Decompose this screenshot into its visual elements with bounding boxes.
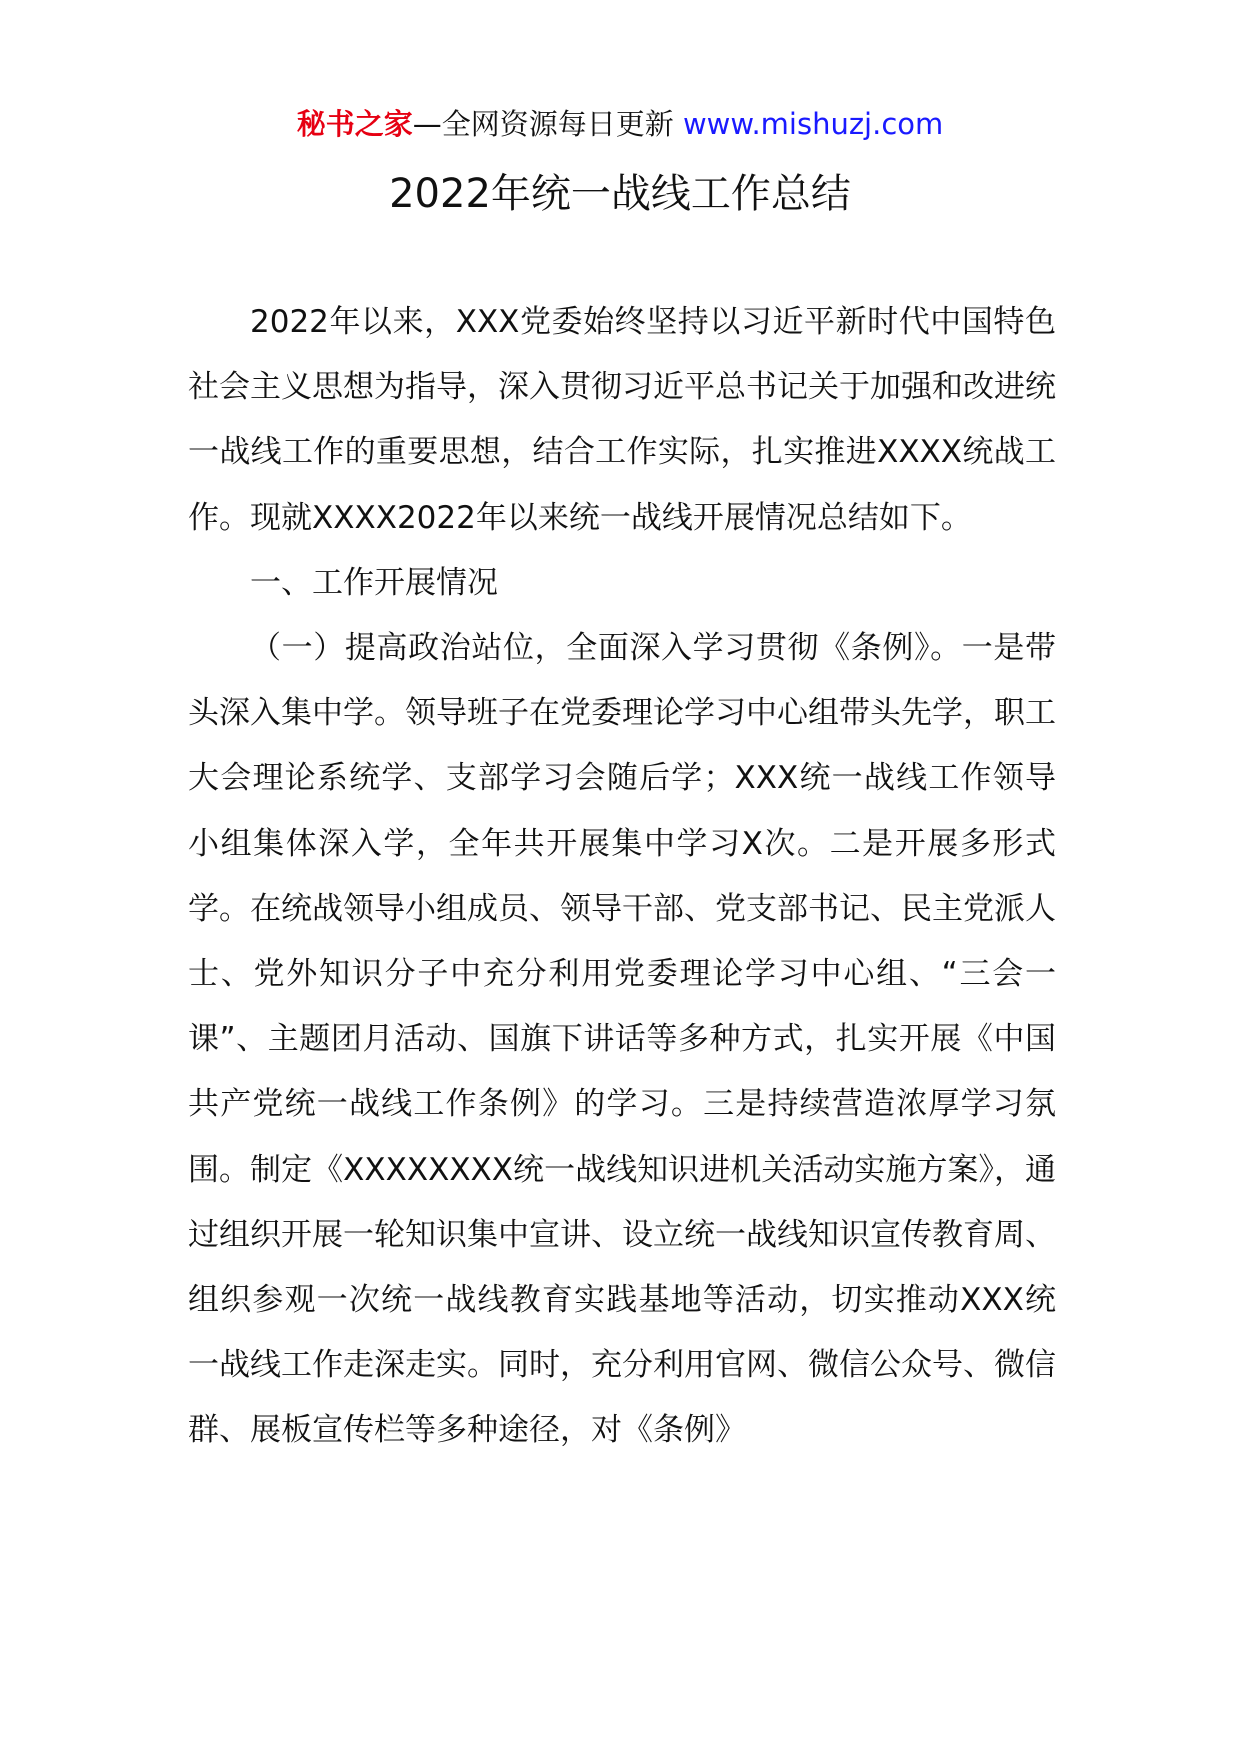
document-title: 2022年统一战线工作总结 (389, 171, 851, 217)
site-url[interactable]: www.mishuzj.com (682, 107, 944, 141)
header-slogan: —全网资源每日更新 (412, 107, 674, 141)
section-heading: 一、工作开展情况 (250, 564, 498, 601)
brand-name: 秘书之家 (296, 107, 413, 141)
intro-paragraph: 2022年以来，XXX党委始终坚持以习近平新时代中国特色社会主义思想为指导，深入贯彻习近平总书记关于加强和改进统一战线工作的重要思想，结合工作实际，扎实推进XXXX统战工作。现就XXXX2022年以来统一战线开展情况总结如下。 (188, 304, 1056, 536)
document-body (188, 290, 1056, 1464)
page-header (0, 100, 1240, 148)
subsection-paragraph: （一）提高政治站位，全面深入学习贯彻《条例》。一是带头深入集中学。领导班子在党委理论学习中心组带头先学，职工大会理论系统学、支部学习会随后学；XXX统一战线工作领导小组集体深入学，全年共开展集中学习X次。二是开展多形式学。在统战领导小组成员、领导干部、党支部书记、民主党派人士、党外知识分子中充分利用党委理论学习中心组、“三会一课”、主题团月活动、国旗下讲话等多种方式，扎实开展《中国共产党统一战线工作条例》的学习。三是持续营造浓厚学习氛围。制定《XXXXXXXX统一战线知识进机关活动实施方案》，通过组织开展一轮知识集中宣讲、设立统一战线知识宣传教育周、组织参观一次统一战线教育实践基地等活动，切实推动XXX统一战线工作走深走实。同时，充分利用官网、微信公众号、微信群、展板宣传栏等多种途径，对《条例》 (188, 630, 1056, 1449)
